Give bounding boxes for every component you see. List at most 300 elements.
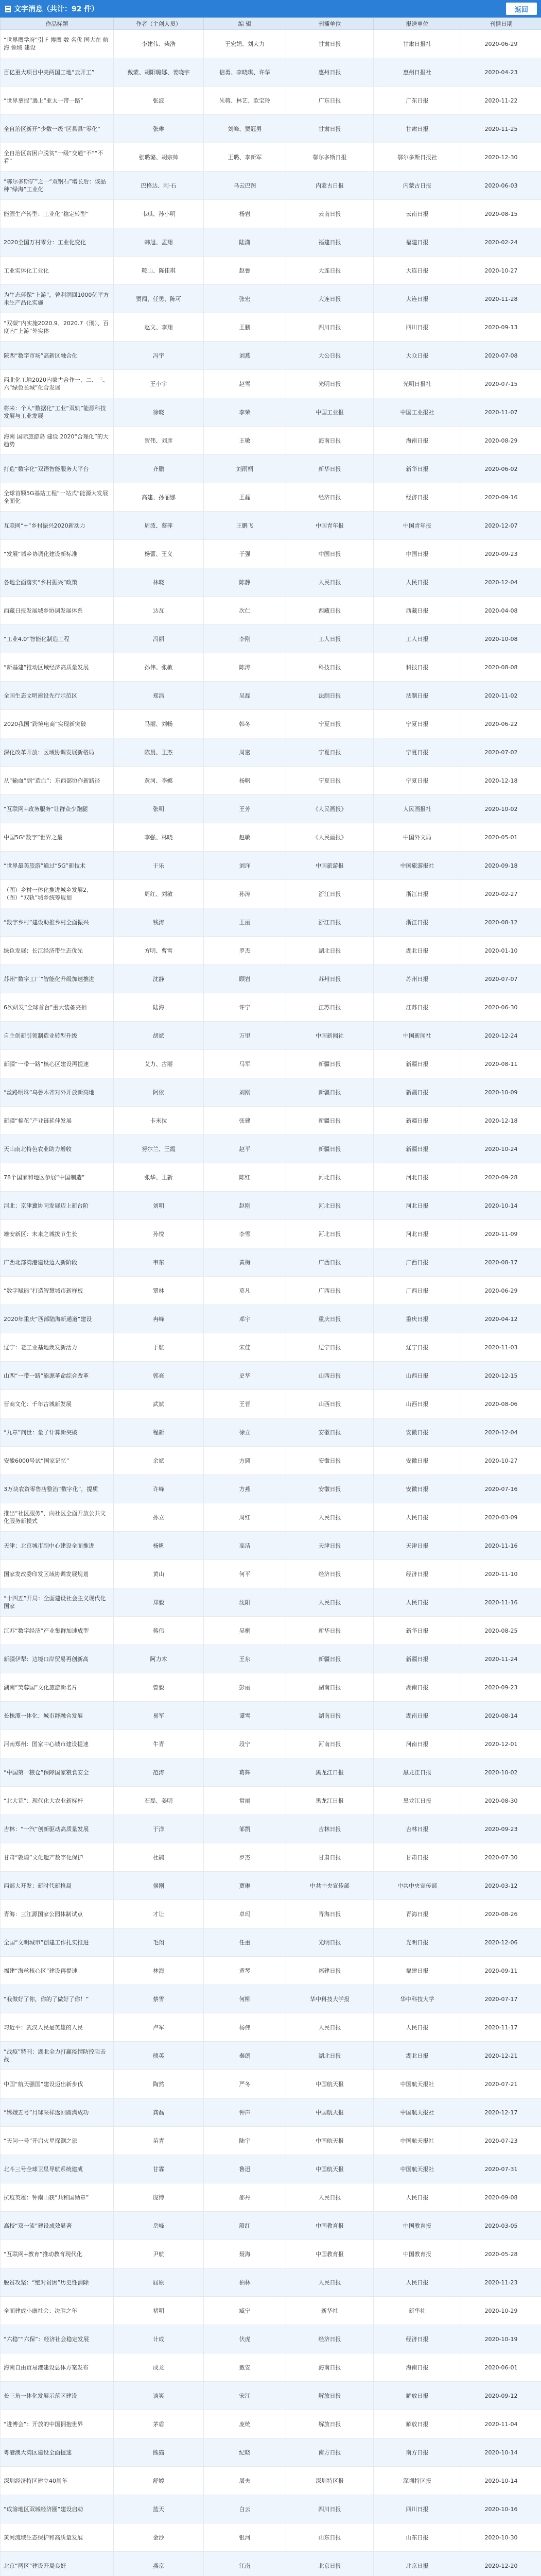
cell-unit	[374, 2127, 461, 2155]
cell-title-text[interactable]: 晋商文化：千年古城新发展	[4, 1400, 72, 1408]
cell-date-text: 2020-09-23	[484, 1684, 518, 1691]
cell-title-text[interactable]: 吉林：“一汽”创新驱动高质量发展	[4, 1825, 89, 1833]
cell-title-text[interactable]: “互联网+政务服务”让群众少跑腿	[4, 805, 88, 812]
cell-media-text: 宁夏日报	[318, 720, 341, 727]
cell-editor	[204, 228, 286, 257]
cell-date-text: 2020-11-17	[484, 2024, 518, 2031]
cell-author-text: 周波、蔡萍	[144, 522, 173, 529]
cell-date	[461, 1588, 541, 1617]
table-row	[1, 257, 541, 285]
cell-date	[461, 1872, 541, 1900]
cell-editor-text: 张建	[239, 1117, 251, 1124]
cell-title-text[interactable]: “进博会”：开放的中国拥抱世界	[4, 2420, 83, 2428]
cell-media	[286, 285, 374, 313]
table-row	[1, 1305, 541, 1333]
cell-title-text[interactable]: “鄂尔多斯矿”之一“双钢石”增长后：该品种“绿海”工业化	[4, 178, 106, 193]
cell-editor-text: 段宁	[239, 1740, 251, 1748]
cell-title-text[interactable]: 工业实体化工业化	[4, 267, 49, 274]
page-header	[0, 0, 541, 18]
cell-title-text[interactable]: 天山南北特色农业助力增收	[4, 1145, 72, 1153]
cell-title-text[interactable]: 江苏“数字经济”产业集群加速成型	[4, 1627, 89, 1634]
cell-editor-text: 聂海	[239, 2250, 251, 2258]
cell-media-text: 河北日报	[318, 1202, 341, 1209]
cell-author-text: 周红、刘敏	[144, 890, 173, 897]
cell-date	[461, 1532, 541, 1560]
cell-editor-text: 白云	[239, 2505, 251, 2513]
cell-media-text: 天津日报	[318, 1542, 341, 1549]
cell-title-text[interactable]: “中国第一粮仓”保障国家粮食安全	[4, 1769, 89, 1776]
table-row	[1, 1277, 541, 1305]
cell-title-text[interactable]: 深化改革开放：区域协调发展新格局	[4, 749, 94, 756]
cell-editor-text: 杨帆	[239, 777, 251, 784]
cell-unit	[374, 738, 461, 767]
cell-title-text[interactable]: 全面建成小康社会：决胜之年	[4, 2307, 77, 2314]
cell-editor-text: 罗杰	[239, 1854, 251, 1861]
column-header-date: 刊播日期	[461, 18, 541, 30]
cell-title-text[interactable]: 海南 国际旅游岛 建设 2020“合理化”的大趋势	[4, 433, 109, 448]
table-row	[1, 1475, 541, 1503]
table-row	[1, 2127, 541, 2155]
cell-media-text: 辽宁日报	[318, 1344, 341, 1351]
cell-editor	[204, 1730, 286, 1758]
cell-title-text[interactable]: “战疫”特刊：湖北全力打赢疫情防控阻击战	[4, 2048, 106, 2063]
cell-title-text[interactable]: 长三角一体化发展示范区建设	[4, 2392, 77, 2399]
cell-date-text: 2020-12-18	[484, 1117, 518, 1124]
cell-unit	[374, 880, 461, 908]
cell-author-text: 张璐璐、胡宗帅	[138, 154, 179, 161]
cell-date	[461, 1617, 541, 1645]
cell-media	[286, 200, 374, 228]
cell-editor-text: 王芳	[239, 805, 251, 812]
cell-author	[114, 1673, 204, 1702]
cell-title	[1, 880, 114, 908]
cell-author-text: 阿力木	[150, 1655, 167, 1663]
cell-author	[114, 2325, 204, 2353]
cell-title-text[interactable]: “互联网+教育”推动教育现代化	[4, 2250, 82, 2258]
table-row	[1, 2070, 541, 2098]
cell-title	[1, 1815, 114, 1843]
cell-unit-text: 大众日报	[406, 352, 429, 359]
cell-editor	[204, 2297, 286, 2325]
cell-title-text[interactable]: 全国“文明城市”创建工作扎实推进	[4, 1939, 89, 1946]
cell-title-text[interactable]: 全自治区贫困户脱贫“一级”交通“不”“不看”	[4, 150, 103, 164]
cell-title	[1, 823, 114, 852]
cell-title	[1, 1503, 114, 1532]
cell-date-text: 2020-06-22	[484, 720, 518, 727]
cell-title-text[interactable]: 78个国家和地区参展“中国制造”	[4, 1174, 85, 1181]
table-row	[1, 313, 541, 342]
cell-media-text: 中国工业报	[316, 409, 344, 416]
table-row	[1, 455, 541, 483]
cell-date	[461, 1050, 541, 1078]
cell-media	[286, 795, 374, 823]
cell-editor	[204, 1220, 286, 1248]
cell-media	[286, 1107, 374, 1135]
cell-media-text: 新疆日报	[318, 1655, 341, 1663]
cell-title-text[interactable]: 中国5G“数字”世界之最	[4, 834, 63, 841]
cell-editor-text: 万里	[239, 1032, 251, 1039]
cell-title-text[interactable]: 高校“双一流”建设成效显著	[4, 2222, 72, 2229]
cell-editor	[204, 568, 286, 597]
cell-date-text: 2020-05-28	[484, 2250, 518, 2258]
cell-editor-text: 沈阳	[239, 1599, 251, 1606]
cell-unit-text: 广东日报	[406, 97, 429, 104]
cell-media	[286, 1787, 374, 1815]
cell-media-text: 人民日报	[318, 579, 341, 586]
cell-title-text[interactable]: 能源生产转型：工业化“稳定转型”	[4, 210, 89, 217]
cell-author	[114, 568, 204, 597]
cell-title-text[interactable]: 河南郑州：国家中心城市建设提速	[4, 1740, 89, 1748]
cell-unit-text: 吉林日报	[406, 1825, 429, 1833]
table-row	[1, 1928, 541, 1957]
cell-media	[286, 2183, 374, 2212]
cell-author-text: 巴格达、阿·石	[141, 182, 177, 189]
cell-title-text[interactable]: “新基建”推动区域经济高质量发展	[4, 664, 89, 671]
cell-title-text[interactable]: “丝路明珠”乌鲁木齐对外开放新高地	[4, 1089, 95, 1096]
cell-title-text[interactable]: 新疆“一带一路”核心区建设再提速	[4, 1060, 89, 1067]
cell-editor-text: 赵鲁	[239, 267, 251, 274]
cell-date	[461, 1022, 541, 1050]
cell-title-text[interactable]: 雄安新区：未来之城拔节生长	[4, 1230, 77, 1238]
cell-title-text[interactable]: 粤港澳大湾区建设全面提速	[4, 2449, 72, 2456]
cell-editor	[204, 1277, 286, 1305]
cell-title-text[interactable]: “数字乡村”建设助推乡村全面振兴	[4, 919, 89, 926]
cell-date-text: 2020-07-23	[484, 2137, 518, 2144]
cell-editor-text: 江南	[239, 2562, 251, 2569]
cell-editor	[204, 2240, 286, 2268]
cell-editor	[204, 1305, 286, 1333]
cell-title-text[interactable]: 2020年重庆“西部陆海新通道”建设	[4, 1315, 92, 1323]
cell-date	[461, 1645, 541, 1673]
cell-author	[114, 1787, 204, 1815]
cell-title-text[interactable]: 苏州“数字工厂”智能化升级加速推进	[4, 975, 95, 982]
cell-unit	[374, 1050, 461, 1078]
cell-editor-text: 任重	[239, 1939, 251, 1946]
cell-media	[286, 823, 374, 852]
cell-media	[286, 1985, 374, 2013]
cell-title-text[interactable]: “十四五”开局：全面建设社会主义现代化国家	[4, 1595, 106, 1609]
cell-unit	[374, 767, 461, 795]
cell-title-text[interactable]: 习近平：武汉人民是英雄的人民	[4, 2024, 83, 2031]
cell-editor-text: 朱蒋、林艺、欧宝玲	[219, 97, 270, 104]
cell-unit-text: 解放日报	[406, 2392, 429, 2399]
cell-author	[114, 228, 204, 257]
cell-title-text[interactable]: 广西北部湾港建设迈入新阶段	[4, 1259, 77, 1266]
cell-author-text: 谈笑	[153, 2392, 164, 2399]
cell-title-text[interactable]: 打造“数字化”双语智能服务大平台	[4, 465, 89, 472]
cell-date-text: 2020-07-17	[484, 1995, 518, 2003]
table-row	[1, 1815, 541, 1843]
table-row	[1, 1022, 541, 1050]
cell-unit	[374, 540, 461, 568]
cell-title-text[interactable]: 为生态环保“上游”，曾利润回1000亿平方米生产品化实施	[4, 292, 109, 306]
cell-unit	[374, 2183, 461, 2212]
cell-unit	[374, 852, 461, 880]
cell-author	[114, 1135, 204, 1163]
cell-author-text: 余斌	[153, 1457, 164, 1464]
cell-title-text[interactable]: 将来：个人“数据化”工业“双轨”能源科技发展与工业发展	[4, 405, 106, 419]
cell-author	[114, 795, 204, 823]
cell-author	[114, 200, 204, 228]
cell-title	[1, 795, 114, 823]
cell-editor	[204, 1645, 286, 1673]
cell-title-text[interactable]: 深圳经济特区建立40周年	[4, 2477, 67, 2484]
cell-title	[1, 1787, 114, 1815]
cell-date	[461, 58, 541, 87]
cell-editor	[204, 313, 286, 342]
cell-date	[461, 172, 541, 200]
cell-title-text[interactable]: 全国生态文明建设先行示范区	[4, 692, 77, 699]
cell-unit	[374, 937, 461, 965]
cell-title-text[interactable]: 北斗三号全球卫星导航系统建成	[4, 2165, 83, 2173]
cell-author-text: 范涛	[153, 1769, 164, 1776]
cell-author	[114, 2070, 204, 2098]
cell-title-text[interactable]: 西北化工地2020内蒙古合作一、二、三、六“绿色长城”化合发展	[4, 377, 109, 391]
cell-date	[461, 455, 541, 483]
cell-title-text[interactable]: “天问一号”开启火星探测之旅	[4, 2137, 78, 2144]
cell-title	[1, 2382, 114, 2410]
cell-date-text: 2020-10-30	[484, 2534, 518, 2541]
cell-unit	[374, 1928, 461, 1957]
cell-title-text[interactable]: 天津：北京城市副中心建设全面推进	[4, 1542, 94, 1549]
cell-title-text[interactable]: “世界最美旅游”通过“5G”新技术	[4, 862, 86, 869]
cell-title-text[interactable]: 抗疫英雄：钟南山获“共和国勋章”	[4, 2194, 89, 2201]
cell-editor-text: 鲁迅	[239, 2165, 251, 2173]
cell-title-text[interactable]: 全球首颗5G基站工程“一站式”能源大发展全面化	[4, 490, 108, 504]
cell-media	[286, 1305, 374, 1333]
cell-media-text: 北京日报	[318, 2562, 341, 2569]
cell-author-text: 于航	[153, 1344, 164, 1351]
cell-title-text[interactable]: 绿色发展：长江经济带生态优先	[4, 947, 83, 954]
column-header-media: 刊播单位	[286, 18, 374, 30]
cell-author-text: 齐鹏	[153, 465, 164, 472]
cell-date	[461, 2438, 541, 2467]
cell-title-text[interactable]: 百亿重大项目中美两国工地“云开工”	[4, 69, 95, 76]
cell-media-text: 中国青年报	[316, 522, 344, 529]
cell-unit-text: 人民日报	[406, 1514, 429, 1521]
cell-date-text: 2020-08-12	[484, 919, 518, 926]
cell-title-text[interactable]: 互联网“+”乡村振兴2020新动力	[4, 522, 85, 529]
cell-media	[286, 1248, 374, 1277]
cell-unit	[374, 1673, 461, 1702]
cell-title-text[interactable]: “嫦娥五号”月球采样返回圆满成功	[4, 2109, 89, 2116]
cell-author	[114, 993, 204, 1022]
cell-title-text[interactable]: 2020全国万村零分：工业化变化	[4, 239, 86, 246]
cell-title	[1, 1333, 114, 1362]
cell-date-text: 2020-11-25	[484, 125, 518, 132]
cell-title-text[interactable]: 湖南“芙蓉国”文化旅游新名片	[4, 1684, 78, 1691]
cell-editor-text: 严冬	[239, 2080, 251, 2088]
cell-unit	[374, 2410, 461, 2438]
cell-title-text[interactable]: “发展”城乡协调化建设新标准	[4, 550, 78, 557]
cell-author	[114, 1560, 204, 1588]
cell-media	[286, 653, 374, 682]
cell-author	[114, 1022, 204, 1050]
cell-unit-text: 内蒙古日报	[403, 182, 431, 189]
cell-author	[114, 2127, 204, 2155]
cell-author-text: 武斌	[153, 1400, 164, 1408]
cell-title-text[interactable]: 自主创新引领制造业转型升级	[4, 1032, 77, 1039]
cell-editor	[204, 653, 286, 682]
cell-editor	[204, 710, 286, 738]
cell-author-text: 鞍山、陈佳琪	[142, 267, 176, 274]
back-button[interactable]: 返回	[506, 3, 537, 15]
table-row	[1, 2013, 541, 2042]
cell-author-text: 成龙	[153, 2364, 164, 2371]
cell-title-text[interactable]: 西部大开发：新时代新格局	[4, 1882, 72, 1889]
cell-date	[461, 568, 541, 597]
cell-title-text[interactable]: 福建“海丝核心区”建设再提速	[4, 1967, 78, 1974]
table-row	[1, 738, 541, 767]
cell-date-text: 2020-10-14	[484, 2477, 518, 2484]
cell-title-text[interactable]: 6次研发“全球首台”重大装备亮相	[4, 1004, 87, 1011]
cell-author	[114, 823, 204, 852]
cell-title-text[interactable]: 海南自由贸易港建设总体方案发布	[4, 2364, 89, 2371]
cell-media	[286, 937, 374, 965]
cell-title-text[interactable]: “我做好了你，你的了做好了你！”	[4, 1995, 89, 2003]
table-row	[1, 1503, 541, 1532]
cell-media	[286, 1617, 374, 1645]
cell-title-text[interactable]: 辽宁：老工业基地焕发新活力	[4, 1344, 77, 1351]
cell-media	[286, 143, 374, 172]
cell-title-text[interactable]: “工业4.0”智能化制造工程	[4, 635, 69, 642]
cell-editor-text: 顾岩	[239, 975, 251, 982]
cell-title	[1, 1758, 114, 1787]
cell-title-text[interactable]: “九章”问世：量子计算新突破	[4, 1429, 78, 1436]
cell-title-text[interactable]: “成渝地区双城经济圈”建设启动	[4, 2505, 83, 2513]
cell-media-text: 浙江日报	[318, 919, 341, 926]
page-title	[5, 4, 98, 14]
cell-editor-text: 卓玛	[239, 1910, 251, 1918]
cell-author-text: 屈原	[153, 2279, 164, 2286]
cell-author	[114, 1107, 204, 1135]
cell-editor	[204, 1192, 286, 1220]
cell-title-text[interactable]: 西藏日报发展城乡协调发展体系	[4, 607, 83, 614]
cell-author	[114, 257, 204, 285]
cell-author	[114, 58, 204, 87]
table-row	[1, 965, 541, 993]
cell-editor	[204, 87, 286, 115]
cell-unit	[374, 1078, 461, 1107]
cell-author	[114, 625, 204, 653]
cell-editor-text: 乌云巴图	[233, 182, 256, 189]
cell-title-text[interactable]: 黄河流域生态保护和高质量发展	[4, 2534, 83, 2541]
cell-title-text[interactable]: “六稳”“六保”：经济社会稳定发展	[4, 2335, 89, 2343]
cell-author	[114, 2013, 204, 2042]
cell-title-text[interactable]: 陕西“数字市场”高新区融合化	[4, 352, 78, 359]
cell-title	[1, 1560, 114, 1588]
cell-unit-text: 甘肃日报	[406, 1854, 429, 1861]
cell-title-text[interactable]: （图）乡村一体化推进城乡发展2、（图）“双轨”城乡统筹规划	[4, 887, 92, 901]
cell-date	[461, 2410, 541, 2438]
cell-media	[286, 1503, 374, 1532]
cell-unit	[374, 30, 461, 58]
cell-author	[114, 313, 204, 342]
cell-title-text[interactable]: 从“输血”到“造血”：东西部协作新路径	[4, 777, 100, 784]
cell-title	[1, 1078, 114, 1107]
cell-title-text[interactable]: 北京“两区”建设开局良好	[4, 2562, 66, 2569]
cell-title-text[interactable]: 甘肃“敦煌”文化遗产数字化保护	[4, 1854, 83, 1861]
cell-editor	[204, 2268, 286, 2297]
cell-title-text[interactable]: 推出“社区服务”，向社区全面开放公共文化服务新模式	[4, 1510, 106, 1524]
cell-unit	[374, 682, 461, 710]
cell-media-text: 湖北日报	[318, 2052, 341, 2059]
cell-title-text[interactable]: “世界鹰学府”引 F 博鹰 数 名优 国大在 航 海 领域 建设	[4, 37, 109, 51]
cell-author-text: 孙立	[153, 1514, 164, 1521]
cell-author-text: 蒋伟	[153, 1627, 164, 1634]
cell-title-text[interactable]: “双碳”内实施2020.9、2020.7（刑）、百度内“上游”外实体	[4, 320, 109, 334]
cell-media-text: 法制日报	[318, 692, 341, 699]
cell-author-text: 方明、曹雪	[144, 947, 173, 954]
cell-unit	[374, 257, 461, 285]
cell-date-text: 2020-08-29	[484, 437, 518, 444]
cell-author	[114, 1362, 204, 1390]
cell-unit	[374, 172, 461, 200]
cell-title-text[interactable]: 新疆伊犁：边境口岸贸易再创新高	[4, 1655, 89, 1663]
cell-title-text[interactable]: “数字赋能”打造智慧城市新样板	[4, 1287, 83, 1294]
table-row	[1, 58, 541, 87]
cell-title-text[interactable]: 河北：京津冀协同发展迈上新台阶	[4, 1202, 89, 1209]
cell-author-text: 张波	[153, 97, 164, 104]
cell-unit	[374, 2240, 461, 2268]
cell-date-text: 2020-08-11	[484, 1060, 518, 1067]
cell-unit	[374, 2467, 461, 2495]
cell-title-text[interactable]: 新疆“棉花”产业链延伸发展	[4, 1117, 72, 1124]
cell-title-text[interactable]: 山西“一带一路”能源革命综合改革	[4, 1372, 89, 1379]
cell-unit-text: 人民日报	[406, 579, 429, 586]
cell-media	[286, 87, 374, 115]
cell-editor	[204, 2042, 286, 2070]
cell-title-text[interactable]: “北大荒”：现代化大农业新标杆	[4, 1797, 83, 1804]
cell-title	[1, 738, 114, 767]
cell-title-text[interactable]: 脱贫攻坚：“绝对贫困”历史性消除	[4, 2279, 89, 2286]
cell-editor	[204, 1872, 286, 1900]
cell-date-text: 2020-08-14	[484, 1712, 518, 1719]
cell-title	[1, 1163, 114, 1192]
cell-media	[286, 965, 374, 993]
cell-unit	[374, 1730, 461, 1758]
cell-date-text: 2020-10-29	[484, 2307, 518, 2314]
cell-media-text: 惠州日报	[318, 69, 341, 76]
cell-author-text: 曾毅	[153, 1684, 164, 1691]
cell-editor	[204, 2183, 286, 2212]
cell-author-text: 孙伟、张敏	[144, 664, 173, 671]
cell-unit	[374, 2042, 461, 2070]
cell-title-text[interactable]: 2020我国“跨境电商”实现新突破	[4, 720, 86, 727]
cell-title-text[interactable]: 3万块农资零售店整治“数字化”，提质	[4, 1485, 98, 1493]
cell-title-text[interactable]: 长株潭一体化：城市群融合发展	[4, 1712, 83, 1719]
cell-title-text[interactable]: 全自治区新开“少数一级”区县县“零化”	[4, 125, 100, 132]
cell-editor-text: 王丽	[239, 919, 251, 926]
cell-title-text[interactable]: 国家发改委印发区域协调发展规划	[4, 1570, 89, 1578]
cell-editor	[204, 512, 286, 540]
cell-editor-text: 杨伟	[239, 2024, 251, 2031]
cell-title-text[interactable]: 青海：三江源国家公园体制试点	[4, 1910, 83, 1918]
table-row	[1, 285, 541, 313]
cell-date	[461, 1928, 541, 1957]
cell-title-text[interactable]: 安徽6000号试“国家记忆”	[4, 1457, 69, 1464]
cell-author-text: 冯宇	[153, 352, 164, 359]
cell-editor-text: 信勇、李晓琪、许华	[219, 69, 270, 76]
cell-date-text: 2020-06-29	[484, 1287, 518, 1294]
cell-editor	[204, 58, 286, 87]
cell-title-text[interactable]: “世界拿捏”遇上“亚太一带一路”	[4, 97, 83, 104]
cell-editor-text: 方圆	[239, 1457, 251, 1464]
cell-unit	[374, 1702, 461, 1730]
cell-title-text[interactable]: 中国“航天强国”建设迈出新步伐	[4, 2080, 83, 2088]
cell-editor	[204, 852, 286, 880]
cell-title-text[interactable]: 各地全面落实“乡村振兴”政策	[4, 579, 78, 586]
